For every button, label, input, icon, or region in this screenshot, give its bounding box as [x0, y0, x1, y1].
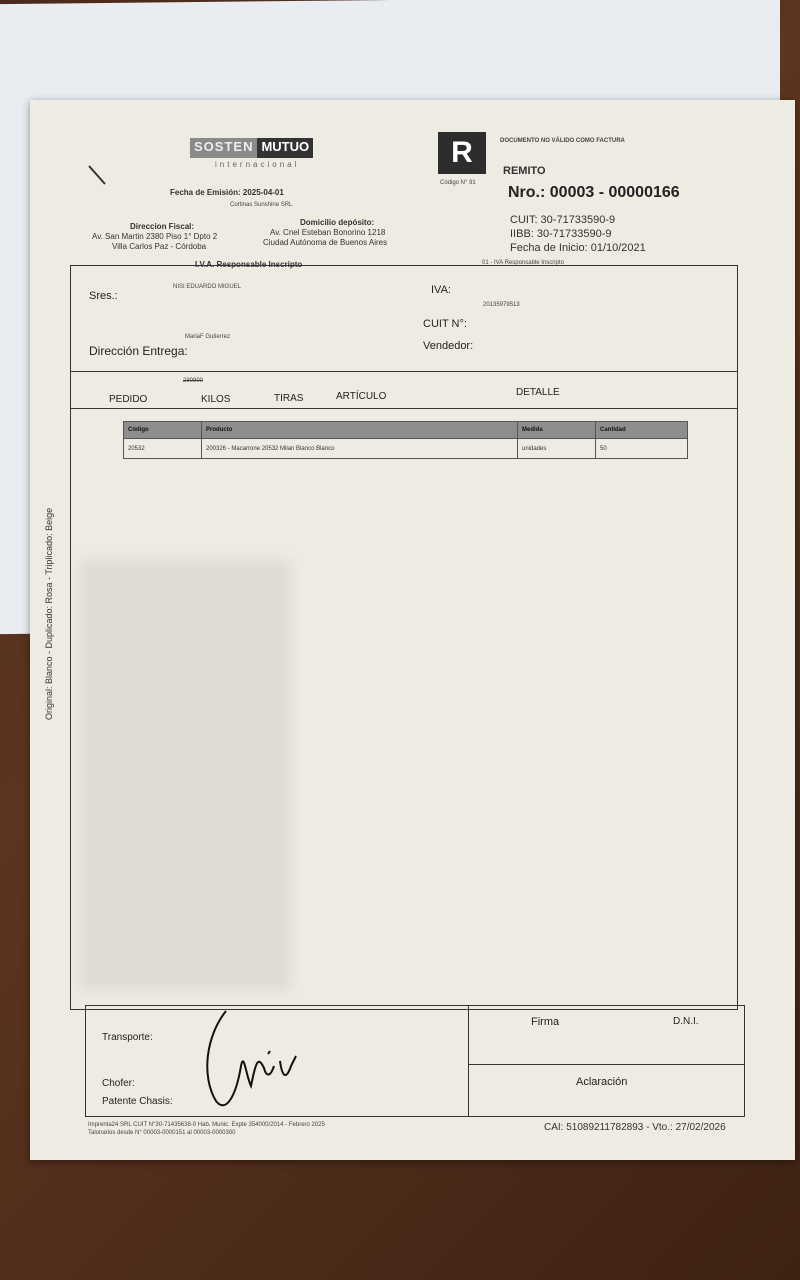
cai-line: CAI: 51089211782893 - Vto.: 27/02/2026	[544, 1122, 726, 1133]
company-name: Cortinas Sunshine SRL	[230, 202, 293, 208]
doc-letter-box: R	[438, 132, 486, 174]
company-logo	[190, 138, 340, 158]
sres-label: Sres.:	[89, 290, 118, 302]
doc-code: Código N° 91	[440, 180, 476, 186]
printer-line1: Imprenta24 SRL CUIT N°30-71435638-0 Hab. Munic. Expte 354000/2014 - Febrero 2025	[88, 1122, 325, 1128]
footer-divider-v	[468, 1006, 469, 1116]
printer-line2: Talonarios desde N° 00003-0000151 al 00003-0000300	[88, 1130, 236, 1136]
col-tiras: TIRAS	[274, 393, 304, 404]
th-medida: Medida	[518, 422, 596, 439]
th-producto: Producto	[202, 422, 518, 439]
logo-left: SOSTEN	[190, 138, 257, 158]
signature-label: Firma	[531, 1016, 560, 1028]
iva-code: 01 - IVA Responsable Inscripto	[482, 260, 564, 266]
footer-box	[85, 1005, 745, 1117]
not-invoice-notice: DOCUMENTO NO VÁLIDO COMO FACTURA	[500, 138, 625, 144]
delivery-label: Dirección Entrega:	[89, 344, 188, 358]
doc-type: REMITO	[503, 165, 546, 177]
transport-label: Transporte:	[102, 1032, 153, 1043]
cell-producto: 200326 - Macarrone 20532 Milan Blanco Blanco	[202, 439, 518, 459]
th-cantidad: Cantidad	[596, 422, 688, 439]
deposit-line2: Ciudad Autónoma de Buenos Aires	[263, 238, 388, 247]
copy-colors-note: Original: Blanco - Duplicado: Rosa - Triplicado: Beige	[44, 507, 54, 720]
emission-date: Fecha de Emisión: 2025-04-01	[170, 188, 284, 197]
dni-label: D.N.I.	[673, 1016, 699, 1027]
contact-value: MariaF Gutierrez	[185, 334, 231, 340]
seller-label: Vendedor:	[423, 340, 474, 352]
col-articulo: ARTÍCULO	[336, 391, 387, 402]
logo-right: MUTUO	[257, 138, 313, 158]
remito-document	[30, 100, 795, 1160]
iva-label: IVA:	[431, 284, 451, 296]
iibb-line: IIBB: 30-71733590-9	[510, 228, 612, 240]
fiscal-line2: Villa Carlos Paz - Córdoba	[112, 242, 207, 251]
main-box	[70, 265, 738, 1010]
divider-1	[71, 371, 737, 372]
divider-2	[71, 408, 737, 409]
cell-cantidad: 50	[596, 439, 688, 459]
start-date: Fecha de Inicio: 01/10/2021	[510, 242, 646, 254]
deposit-title: Domicilio depósito:	[300, 218, 375, 227]
pen-mark	[85, 162, 115, 192]
cuit-value: 20135979513	[483, 302, 520, 308]
driver-label: Chofer:	[102, 1078, 135, 1089]
table-row	[124, 439, 688, 459]
cuit-label: CUIT N°:	[423, 318, 467, 330]
fiscal-line1: Av. San Martin 2380 Piso 1° Dpto 2	[92, 232, 218, 241]
cell-medida: unidades	[518, 439, 596, 459]
sres-value: NISI EDUARDO MIGUEL	[173, 284, 242, 290]
plate-label: Patente Chasis:	[102, 1096, 173, 1107]
clarification-label: Aclaración	[576, 1076, 628, 1088]
col-detalle: DETALLE	[516, 387, 560, 398]
col-pedido: PEDIDO	[109, 394, 148, 405]
doc-number: Nro.: 00003 - 00000166	[508, 184, 680, 201]
items-table	[123, 421, 688, 459]
cuit-line: CUIT: 30-71733590-9	[510, 214, 616, 226]
fiscal-title: Direccion Fiscal:	[130, 222, 195, 231]
col-kilos: KILOS	[201, 394, 231, 405]
handwritten-signature	[196, 1006, 326, 1116]
th-codigo: Código	[124, 422, 202, 439]
footer-divider-h	[468, 1064, 744, 1065]
cell-codigo: 20532	[124, 439, 202, 459]
struck-number: 230900	[183, 378, 204, 384]
logo-sub: internacional	[215, 160, 300, 169]
items-header-row	[124, 422, 688, 439]
deposit-line1: Av. Cnel Esteban Bonorino 1218	[270, 228, 386, 237]
iva-status: I.V.A. Responsable Inscripto	[195, 260, 303, 269]
